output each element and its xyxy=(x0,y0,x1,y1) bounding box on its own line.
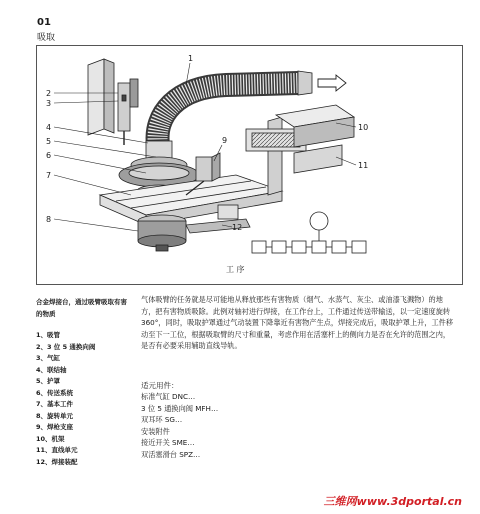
list-item: 6、传送系统 xyxy=(36,388,74,397)
callout-3: 3 xyxy=(46,99,52,108)
wall-bracket xyxy=(88,59,114,135)
process-label: 工 序 xyxy=(226,265,245,274)
parts-list xyxy=(36,330,136,468)
callout-6: 6 xyxy=(46,151,52,160)
callout-1: 1 xyxy=(188,54,194,63)
list-item: 安装附件 xyxy=(141,426,170,436)
figure-caption: 合金焊接台，通过吸臂吸取有害的物质 xyxy=(36,298,127,318)
list-item: 1、吸管 xyxy=(36,331,61,339)
list-item: 9、焊枪支座 xyxy=(36,423,74,431)
applications-list xyxy=(141,391,218,460)
callout-7: 7 xyxy=(46,171,52,180)
list-item: 11、直线单元 xyxy=(36,446,78,454)
list-item: 12、焊接装配 xyxy=(36,457,78,466)
list-item: 8、旋转单元 xyxy=(36,411,74,420)
pneumatic-cylinder xyxy=(118,79,138,145)
list-item: 10、机架 xyxy=(36,434,65,443)
watermark: 三维网www.3dportal.cn xyxy=(323,495,462,508)
machine-frame xyxy=(246,105,354,195)
callout-5: 5 xyxy=(46,137,52,146)
applications-title: 适元用件： xyxy=(141,381,179,390)
extraction-diagram xyxy=(36,45,463,285)
list-item: 标准气缸 DNC… xyxy=(141,392,196,401)
callout-10: 10 xyxy=(358,123,369,132)
description-paragraph: 气体吸臂的任务就是尽可能地从释放那些有害物质（烟气、水蒸气、灰尘、或油漆飞溅物）的地方，把有害物质吸除。此例对轴衬进行焊接，在工作台上，工件通过传送带输送，以一定速度旋转 360°，同时，吸取护罩通过气动装置下降靠近有害物产生点，焊接完成后，吸取护罩上升，工件移动至下一工位，根据吸取臂的尺寸和重量，考虑作用在活塞杆上的侧向力是否在允许的范围之内，是否有必要采用辅助直线导轨。 xyxy=(141,295,454,350)
list-item: 双活塞滑台 SPZ… xyxy=(141,449,201,459)
section-number: 01 xyxy=(37,17,51,28)
list-item: 双耳环 SG… xyxy=(141,415,183,424)
callout-8: 8 xyxy=(46,215,52,224)
list-item: 4、联结轴 xyxy=(36,365,67,374)
callout-9: 9 xyxy=(222,136,228,145)
rotation-unit xyxy=(138,215,186,251)
suction-hood xyxy=(119,141,199,187)
process-diagram xyxy=(252,212,366,253)
list-item: 7、基本工件 xyxy=(36,400,74,408)
list-item: 5、护罩 xyxy=(36,377,61,385)
outflow-arrow xyxy=(318,75,346,91)
callout-2: 2 xyxy=(46,89,52,98)
list-item: 3、气缸 xyxy=(36,354,61,362)
section-title: 吸取 xyxy=(37,33,56,43)
callout-4: 4 xyxy=(46,123,52,132)
list-item: 接近开关 SME… xyxy=(141,438,195,447)
callout-12: 12 xyxy=(232,223,243,232)
list-item: 3 位 5 通换向阀 MFH… xyxy=(141,403,219,413)
list-item: 2、3 位 5 通换向阀 xyxy=(36,342,96,351)
callout-11: 11 xyxy=(358,161,369,170)
